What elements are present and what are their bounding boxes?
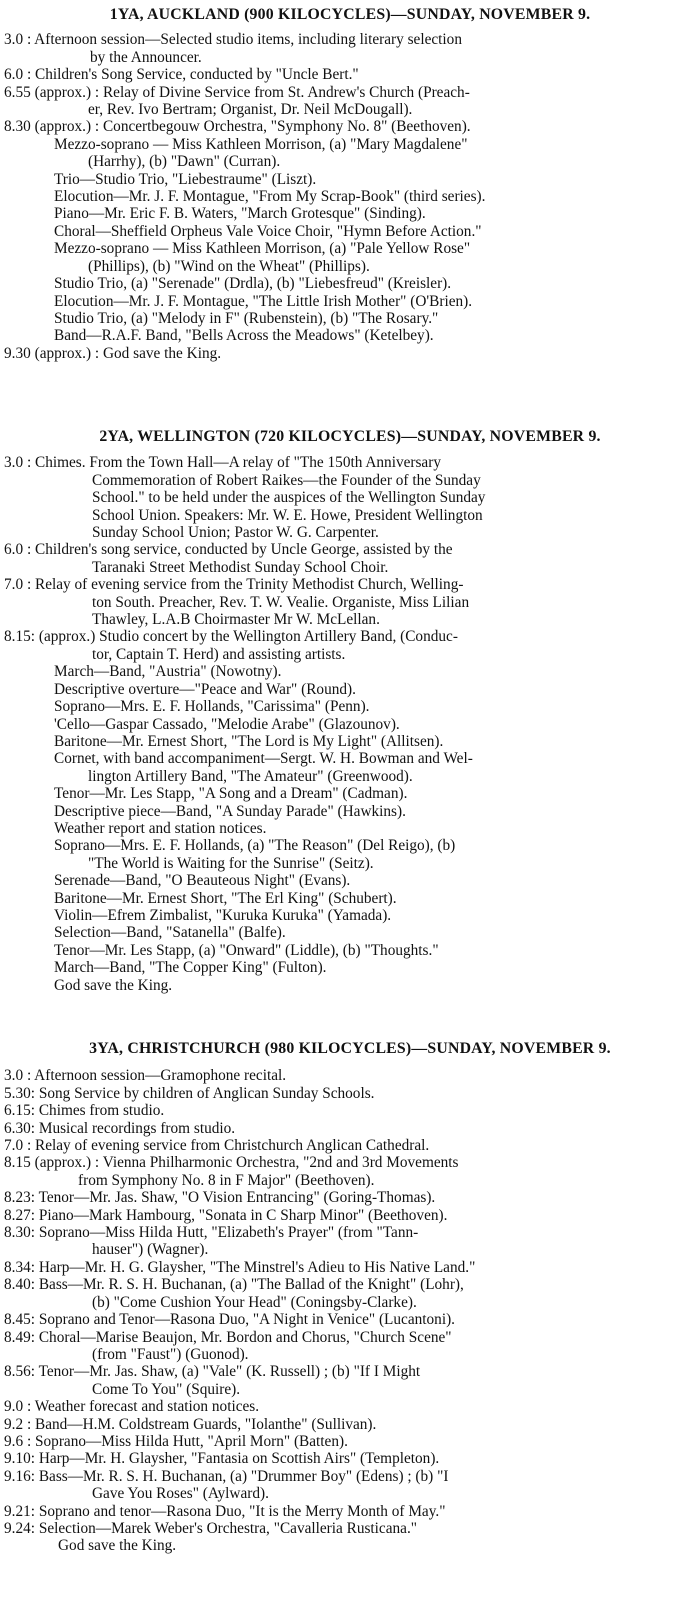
program-entry: 9.2 : Band—H.M. Coldstream Guards, "Iolanthe" (Sullivan). [4, 1415, 377, 1433]
station-2ya [0, 428, 700, 994]
program-entry: 3.0 : Afternoon session—Gramophone recital. [4, 1067, 287, 1085]
program-entry: 9.10: Harp—Mr. H. Glaysher, "Fantasia on Scottish Airs" (Templeton). [4, 1450, 440, 1468]
program-item: Serenade—Band, "O Beauteous Night" (Evans). [54, 872, 351, 890]
program-entry: 9.16: Bass—Mr. R. S. H. Buchanan, (a) "Drummer Boy" (Edens) ; (b) "I Gave You Roses" (Aylward). [4, 1467, 449, 1503]
program-item: Tenor—Mr. Les Stapp, "A Song and a Dream" (Cadman). [54, 785, 408, 803]
station-heading: 1YA, AUCKLAND (900 KILOCYCLES)—SUNDAY, NOVEMBER 9. [109, 6, 591, 23]
program-entry: 8.23: Tenor—Mr. Jas. Shaw, "O Vision Entrancing" (Goring-Thomas). [4, 1189, 436, 1207]
program-item: Violin—Efrem Zimbalist, "Kuruka Kuruka" (Yamada). [54, 906, 392, 924]
program-entry: 6.55 (approx.) : Relay of Divine Service from St. Andrew's Church (Preach- er, Rev. Ivo Bertram; Organist, Dr. Neil McDougall). [4, 83, 470, 119]
program-entry: 6.30: Musical recordings from studio. [4, 1119, 236, 1137]
program-item: 'Cello—Gaspar Cassado, "Melodie Arabe" (Glazounov). [54, 715, 400, 733]
program-item: Selection—Band, "Satanella" (Balfe). [54, 924, 286, 942]
program-item: Piano—Mr. Eric F. B. Waters, "March Grotesque" (Sinding). [54, 205, 426, 223]
program-item: Trio—Studio Trio, "Liebestraume" (Liszt). [54, 170, 317, 188]
program-entry: 9.0 : Weather forecast and station notices. [4, 1398, 260, 1416]
program-entry: 8.30 (approx.) : Concertbegouw Orchestra, "Symphony No. 8" (Beethoven). [4, 118, 471, 136]
program-item: God save the King. [54, 976, 173, 994]
program-item: Elocution—Mr. J. F. Montague, "From My Scrap-Book" (third series). [54, 188, 486, 206]
program-item: Tenor—Mr. Les Stapp, (a) "Onward" (Liddle), (b) "Thoughts." [54, 941, 439, 959]
program-item: Descriptive overture—"Peace and War" (Round). [54, 680, 356, 698]
program-entry: 5.30: Song Service by children of Anglican Sunday Schools. [4, 1084, 375, 1102]
program-item: Elocution—Mr. J. F. Montague, "The Little Irish Mother" (O'Brien). [54, 292, 473, 310]
station-heading: 3YA, CHRISTCHURCH (980 KILOCYCLES)—SUNDAY, NOVEMBER 9. [89, 1040, 611, 1057]
program-item: Studio Trio, (a) "Serenade" (Drdla), (b) "Liebesfreud" (Kreisler). [54, 275, 452, 293]
program-entry: God save the King. [58, 1537, 177, 1555]
program-item: Cornet, with band accompaniment—Sergt. W. H. Bowman and Wel- lington Artillery Band, "The Amateur" (Greenwood). [54, 750, 473, 785]
program-entry: 3.0 : Afternoon session—Selected studio items, including literary selection by the Announcer. [4, 31, 462, 66]
program-entry: 8.27: Piano—Mark Hambourg, "Sonata in C Sharp Minor" (Beethoven). [4, 1206, 448, 1224]
program-entry: 8.40: Bass—Mr. R. S. H. Buchanan, (a) "The Ballad of the Knight" (Lohr), (b) "Come Cushion Your Head" (Coningsby-Clarke). [4, 1276, 464, 1311]
program-entry: 8.49: Choral—Marise Beaujon, Mr. Bordon and Chorus, "Church Scene" (from "Faust") (Guonod). [4, 1328, 452, 1363]
program-item: Soprano—Mrs. E. F. Hollands, "Carissima" (Penn). [54, 698, 370, 716]
program-entry: 9.24: Selection—Marek Weber's Orchestra, "Cavalleria Rusticana." [4, 1519, 418, 1537]
program-item: Soprano—Mrs. E. F. Hollands, (a) "The Reason" (Del Reigo), (b) "The World is Waiting for the Sunrise" (Seitz). [54, 837, 456, 872]
station-3ya [0, 1040, 700, 1555]
program-entry: 9.6 : Soprano—Miss Hilda Hutt, "April Morn" (Batten). [4, 1432, 348, 1450]
station-heading: 2YA, WELLINGTON (720 KILOCYCLES)—SUNDAY, NOVEMBER 9. [99, 428, 601, 445]
program-item: March—Band, "The Copper King" (Fulton). [54, 959, 327, 977]
program-entry: 7.0 : Relay of evening service from the Trinity Methodist Church, Welling- ton South. Preacher, Rev. T. W. Vealie. Organiste, Miss Lilian Thawley, L.A.B Choirmaster Mr W. McLellan. [4, 576, 470, 629]
program-entry: 6.15: Chimes from studio. [4, 1102, 165, 1120]
program-item: Weather report and station notices. [54, 819, 267, 837]
program-item: Baritone—Mr. Ernest Short, "The Erl King" (Schubert). [54, 889, 397, 907]
program-item: Descriptive piece—Band, "A Sunday Parade" (Hawkins). [54, 802, 406, 820]
program-entry: 9.21: Soprano and tenor—Rasona Duo, "It is the Merry Month of May." [4, 1502, 446, 1520]
program-item: Mezzo-soprano — Miss Kathleen Morrison, (a) "Pale Yellow Rose" (Phillips), (b) "Wind on the Wheat" (Phillips). [54, 240, 471, 275]
program-item: March—Band, "Austria" (Nowotny). [54, 663, 282, 681]
program-entry: 8.45: Soprano and Tenor—Rasona Duo, "A Night in Venice" (Lucantoni). [4, 1311, 455, 1329]
program-entry: 3.0 : Chimes. From the Town Hall—A relay of "The 150th Anniversary Commemoration of Robert Raikes—the Founder of the Sunday School." to be held under the auspices of the Wellington Sunday School Union. Speakers: Mr. W. E. Howe, President Wellington Sunday School Union; Pastor W. G. Carpenter. [4, 454, 486, 542]
program-entry: 8.15: (approx.) Studio concert by the Wellington Artillery Band, (Conduc- tor, Captain T. Herd) and assisting artists. [4, 628, 458, 663]
program-item: Baritone—Mr. Ernest Short, "The Lord is My Light" (Allitsen). [54, 732, 444, 750]
program-entry: 8.30: Soprano—Miss Hilda Hutt, "Elizabeth's Prayer" (from "Tann- hauser") (Wagner). [4, 1224, 419, 1259]
program-entry: 8.34: Harp—Mr. H. G. Glaysher, "The Minstrel's Adieu to His Native Land." [4, 1258, 476, 1276]
program-entry: 7.0 : Relay of evening service from Christchurch Anglican Cathedral. [4, 1137, 430, 1155]
program-item: Mezzo-soprano — Miss Kathleen Morrison, (a) "Mary Magdalene" (Harrhy), (b) "Dawn" (Curran). [54, 135, 468, 171]
program-entry: 9.30 (approx.) : God save the King. [4, 344, 222, 362]
program-entry: 6.0 : Children's song service, conducted by Uncle George, assisted by the Taranaki Street Methodist Sunday School Choir. [4, 541, 453, 576]
program-entry: 8.15 (approx.) : Vienna Philharmonic Orchestra, "2nd and 3rd Movements from Symphony No. 8 in F Major" (Beethoven). [4, 1154, 459, 1189]
program-item: Choral—Sheffield Orpheus Vale Voice Choir, "Hymn Before Action." [54, 222, 482, 240]
program-entry: 6.0 : Children's Song Service, conducted by "Uncle Bert." [4, 66, 359, 84]
program-item: Studio Trio, (a) "Melody in F" (Rubenstein), (b) "The Rosary." [54, 309, 439, 327]
program-item: Band—R.A.F. Band, "Bells Across the Meadows" (Ketelbey). [54, 327, 434, 345]
station-1ya [0, 6, 700, 362]
program-entry: 8.56: Tenor—Mr. Jas. Shaw, (a) "Vale" (K. Russell) ; (b) "If I Might Come To You" (Squire). [4, 1363, 421, 1398]
